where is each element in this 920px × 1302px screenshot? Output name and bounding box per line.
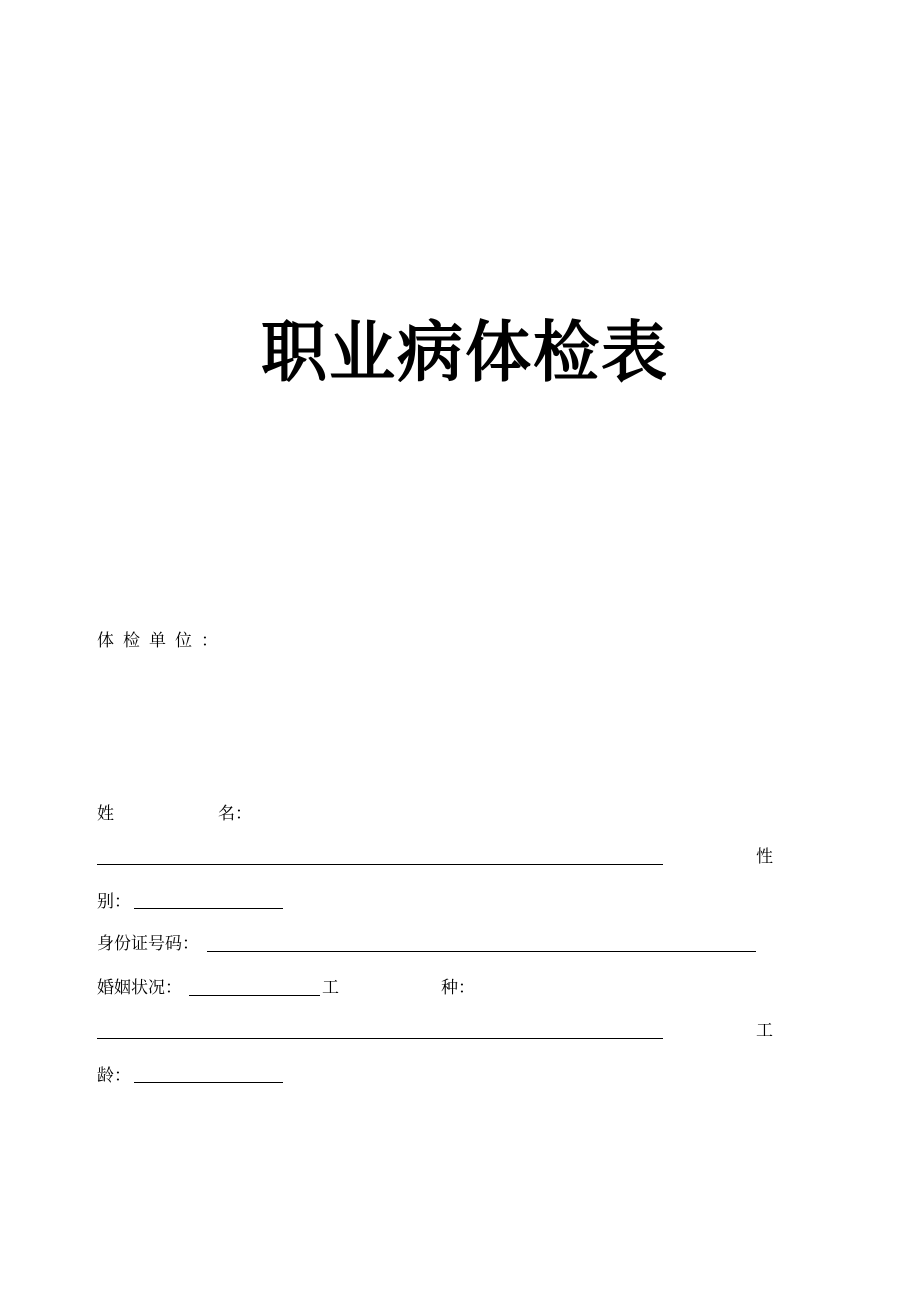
marital-status-field-line[interactable] xyxy=(189,995,320,996)
id-number-label: 身份证号码： xyxy=(97,934,199,954)
marital-status-label: 婚姻状况： xyxy=(97,978,182,998)
work-type-field-line[interactable] xyxy=(97,1038,663,1039)
work-type-label-part1: 工 xyxy=(322,978,339,998)
unit-label: 体检单位： xyxy=(97,631,227,651)
name-label-part2: 名： xyxy=(218,804,252,824)
seniority-label-part1: 工 xyxy=(756,1021,773,1041)
id-number-field-line[interactable] xyxy=(207,951,756,952)
name-field-line[interactable] xyxy=(97,864,663,865)
seniority-label-part2: 龄： xyxy=(97,1066,131,1086)
gender-label-part1: 性 xyxy=(756,847,773,867)
work-type-label-part2: 种： xyxy=(441,978,475,998)
name-label-part1: 姓 xyxy=(97,804,114,824)
gender-field-line[interactable] xyxy=(134,908,283,909)
gender-label-part2: 别： xyxy=(97,892,131,912)
seniority-field-line[interactable] xyxy=(134,1082,283,1083)
form-title: 职业病体检表 xyxy=(261,313,669,391)
